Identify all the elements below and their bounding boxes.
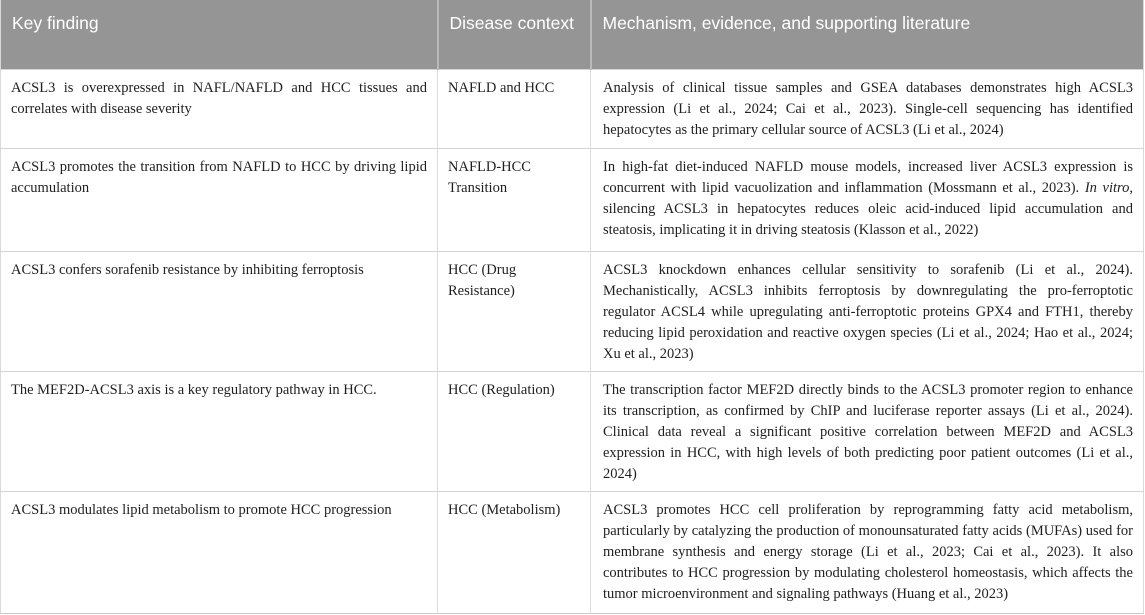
key-finding-cell: ACSL3 promotes the transition from NAFLD to HCC by driving lipid accumulation <box>1 148 438 251</box>
mechanism-cell: ACSL3 promotes HCC cell proliferation by reprogramming fatty acid metabolism, particularly by catalyzing the production of monounsaturated fatty acids (MUFAs) used for membrane synthesis and energy storage (Li et al., 2023; Cai et al., 2023). It also contributes to HCC progression by modulating cholesterol homeostasis, which affects the tumor microenvironment and signaling pathways (Huang et al., 2023) <box>591 491 1144 613</box>
disease-context-cell: NAFLD-HCC Transition <box>438 148 591 251</box>
key-finding-cell: ACSL3 modulates lipid metabolism to promote HCC progression <box>1 491 438 613</box>
table-row <box>1 491 1144 613</box>
table-row <box>1 251 1144 371</box>
table-header-row <box>1 0 1144 69</box>
mechanism-cell: ACSL3 knockdown enhances cellular sensitivity to sorafenib (Li et al., 2024). Mechanistically, ACSL3 inhibits ferroptosis by downregulating the pro-ferroptotic regulator ACSL4 while upregulating anti-ferroptotic proteins GPX4 and FTH1, thereby reducing lipid peroxidation and reactive oxygen species (Li et al., 2024; Hao et al., 2024; Xu et al., 2023) <box>591 251 1144 371</box>
mechanism-cell: The transcription factor MEF2D directly binds to the ACSL3 promoter region to enhance its transcription, as confirmed by ChIP and luciferase reporter assays (Li et al., 2024). Clinical data reveal a significant positive correlation between MEF2D and ACSL3 expression in HCC, with high levels of both predicting poor patient outcomes (Li et al., 2024) <box>591 371 1144 491</box>
table-row <box>1 148 1144 251</box>
table-row <box>1 371 1144 491</box>
mechanism-cell: Analysis of clinical tissue samples and GSEA databases demonstrates high ACSL3 expression (Li et al., 2024; Cai et al., 2023). Single-cell sequencing has identified hepatocytes as the primary cellular source of ACSL3 (Li et al., 2024) <box>591 69 1144 148</box>
disease-context-cell: HCC (Metabolism) <box>438 491 591 613</box>
header-key-finding: Key finding <box>1 0 438 69</box>
disease-context-cell: HCC (Regulation) <box>438 371 591 491</box>
header-disease-context: Disease context <box>438 0 591 69</box>
key-finding-cell: The MEF2D-ACSL3 axis is a key regulatory pathway in HCC. <box>1 371 438 491</box>
disease-context-cell: HCC (Drug Resistance) <box>438 251 591 371</box>
header-mechanism: Mechanism, evidence, and supporting literature <box>591 0 1144 69</box>
disease-context-cell: NAFLD and HCC <box>438 69 591 148</box>
key-finding-cell: ACSL3 is overexpressed in NAFL/NAFLD and HCC tissues and correlates with disease severity <box>1 69 438 148</box>
table-row <box>1 69 1144 148</box>
mechanism-cell: In high-fat diet-induced NAFLD mouse models, increased liver ACSL3 expression is concurrent with lipid vacuolization and inflammation (Mossmann et al., 2023). In vitro, silencing ACSL3 in hepatocytes reduces oleic acid-induced lipid accumulation and steatosis, implicating it in driving steatosis (Klasson et al., 2022) <box>591 148 1144 251</box>
key-finding-cell: ACSL3 confers sorafenib resistance by inhibiting ferroptosis <box>1 251 438 371</box>
